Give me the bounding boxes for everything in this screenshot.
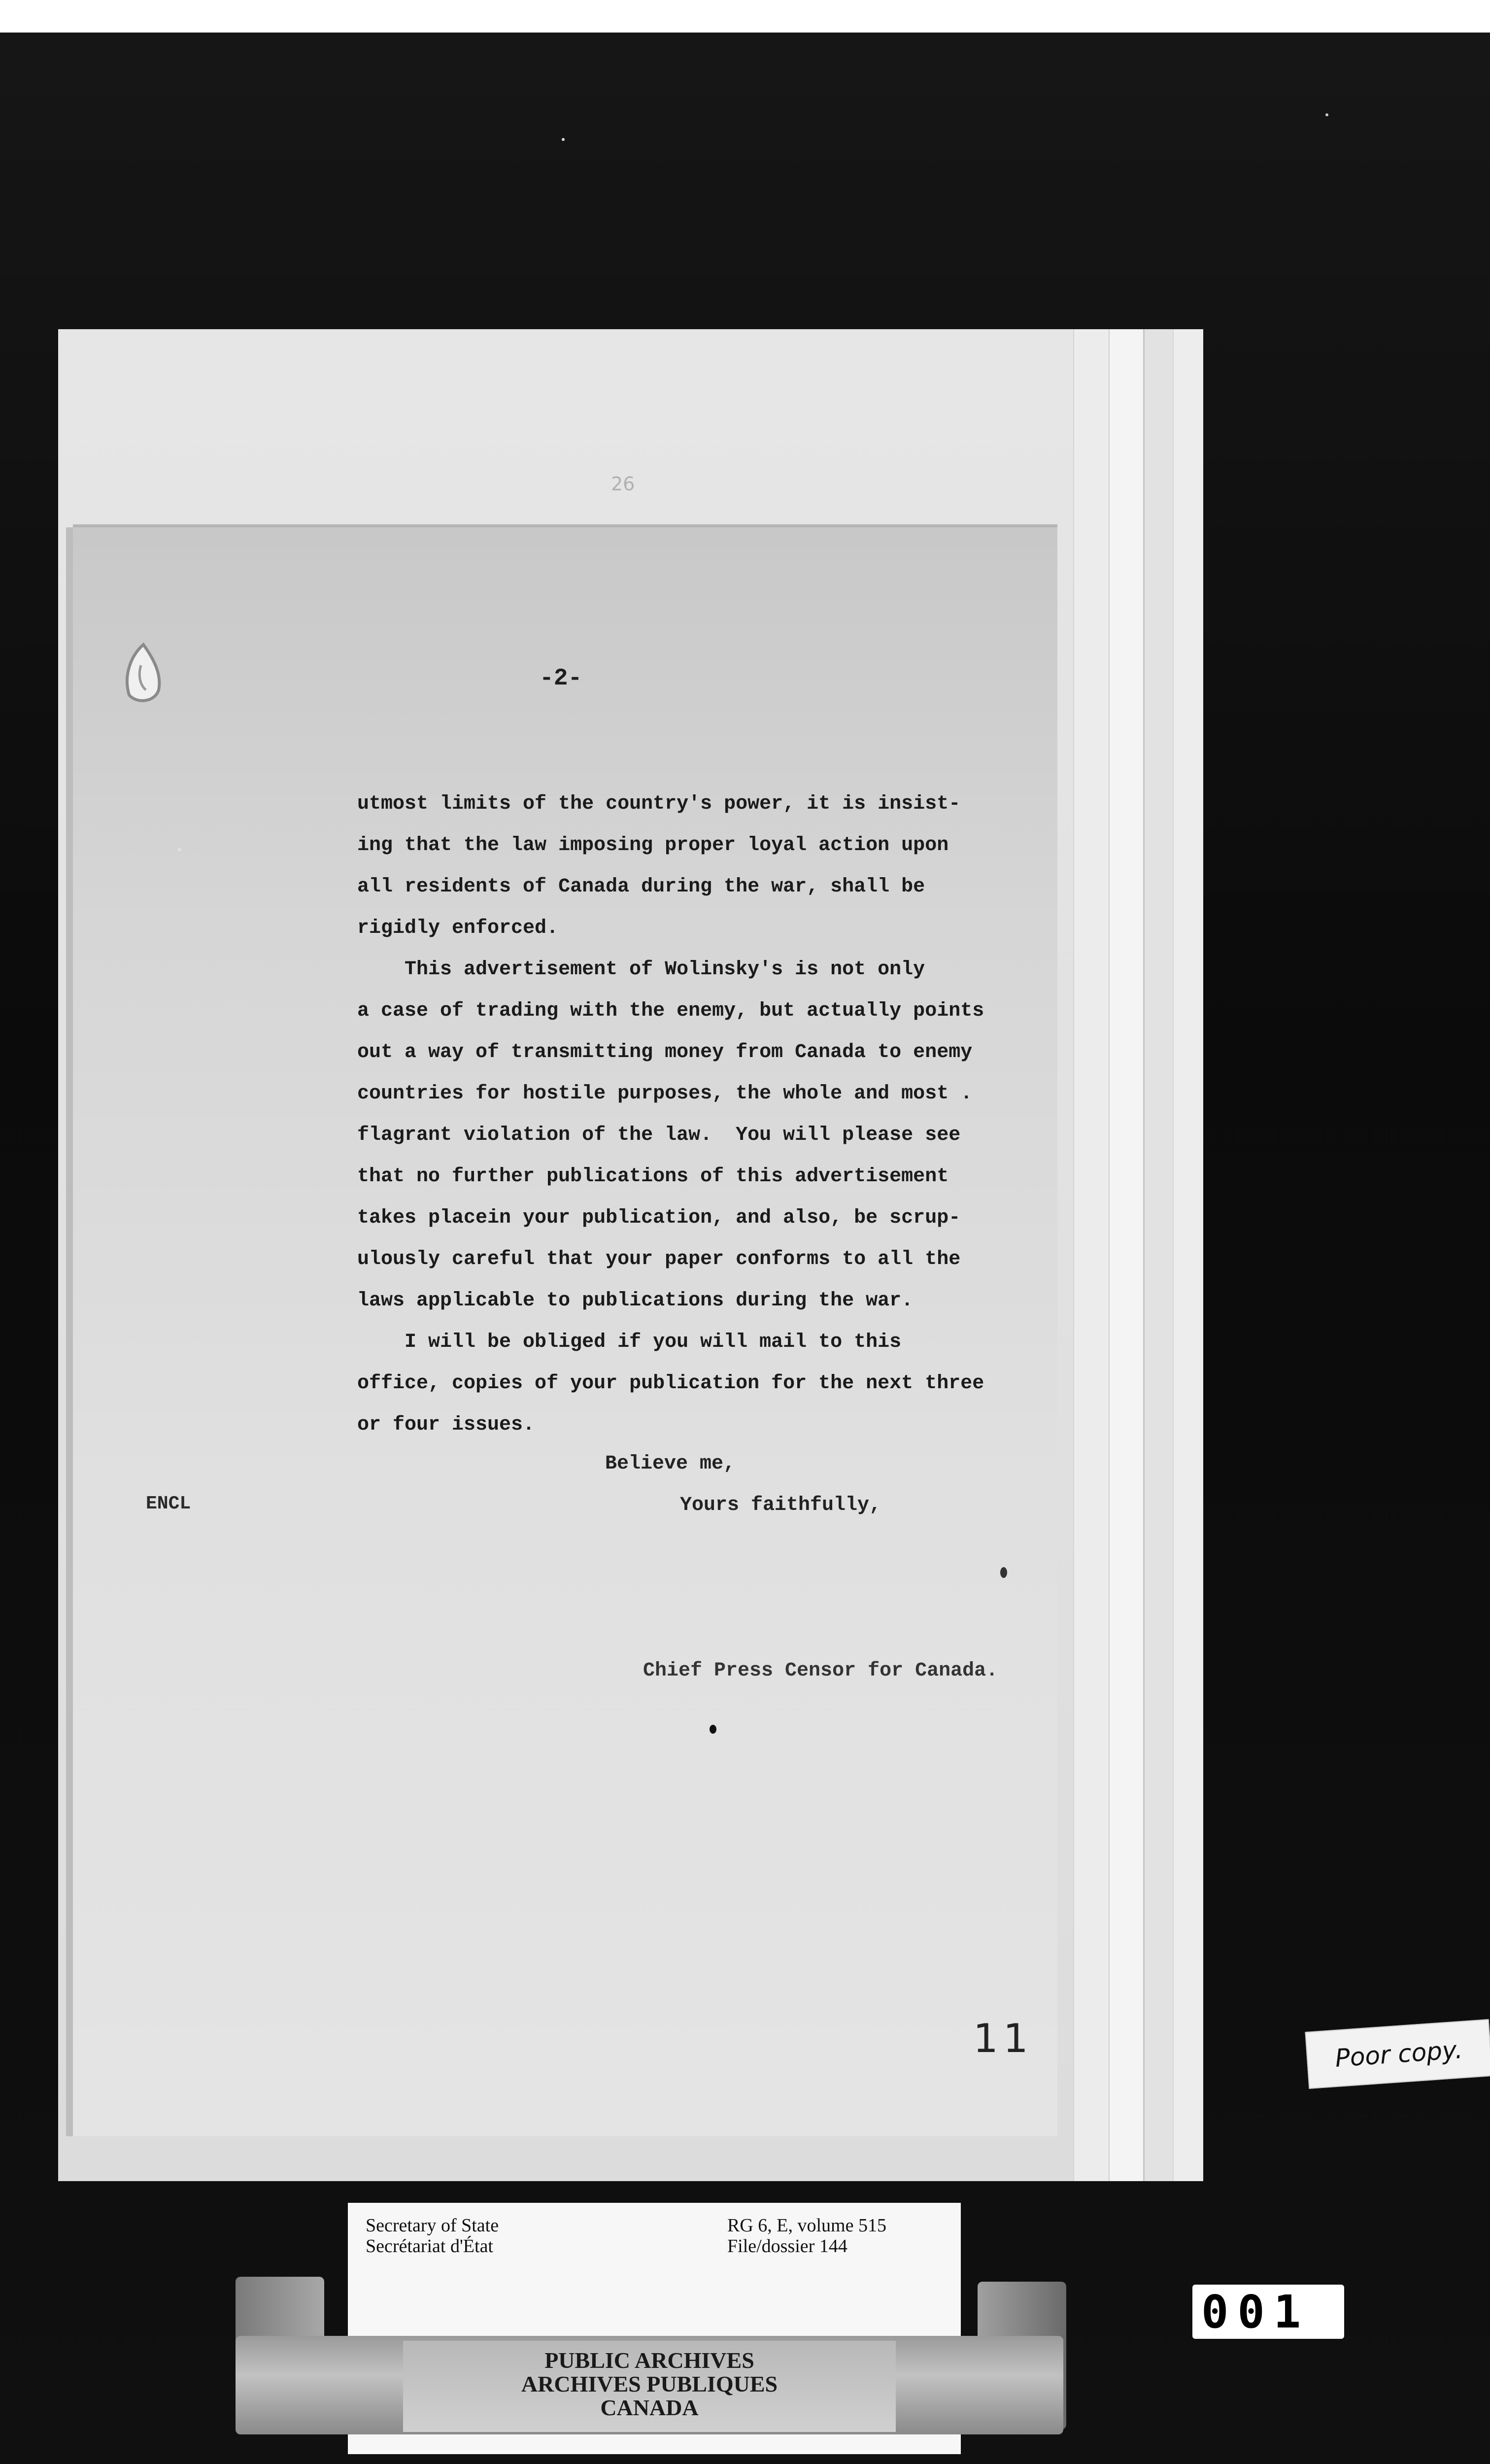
letter-body-line: a case of trading with the enemy, but actually points <box>357 1000 984 1022</box>
dust-speck <box>1000 1567 1007 1578</box>
archives-band-text <box>403 2349 896 2420</box>
scanner-top-border <box>0 0 1490 33</box>
label-department-fr: Secrétariat d'État <box>366 2236 493 2257</box>
pencil-annotation: 26 <box>611 473 635 495</box>
letter-body-line: all residents of Canada during the war, shall be <box>357 876 925 898</box>
letter-body-line: takes placein your publication, and also, be scrup- <box>357 1207 961 1229</box>
dust-speck <box>1325 113 1328 116</box>
archives-line-fr: ARCHIVES PUBLIQUES <box>521 2371 778 2396</box>
closing-believe-me: Believe me, <box>605 1453 736 1475</box>
label-department-en: Secretary of State <box>366 2215 499 2236</box>
letter-body-line: flagrant violation of the law. You will please see <box>357 1124 961 1146</box>
letter-body-line: I will be obliged if you will mail to this <box>357 1331 902 1353</box>
letter-body-line: ulously careful that your paper conforms to all the <box>357 1248 961 1270</box>
letter-body-line: office, copies of your publication for the next three <box>357 1372 984 1395</box>
dust-speck <box>562 138 565 141</box>
enclosure-note: ENCL <box>146 1493 191 1514</box>
page-number: -2- <box>540 665 582 692</box>
closing-yours-faithfully: Yours faithfully, <box>680 1494 881 1516</box>
letter-body-line: that no further publications of this advertisement <box>357 1165 949 1188</box>
sheet-edge <box>1143 329 1174 2181</box>
handwritten-number: 11 <box>973 2016 1033 2061</box>
letter-body <box>357 784 1022 1446</box>
archives-line-en: PUBLIC ARCHIVES <box>544 2348 754 2373</box>
archives-line-country: CANADA <box>600 2395 699 2420</box>
signature-title: Chief Press Censor for Canada. <box>643 1660 998 1682</box>
letter-body-line: rigidly enforced. <box>357 917 559 939</box>
frame-counter: 001 <box>1192 2285 1344 2339</box>
label-file-number: File/dossier 144 <box>727 2236 847 2257</box>
sheet-edge <box>1109 329 1144 2181</box>
letter-body-line: countries for hostile purposes, the whole and most . <box>357 1083 973 1105</box>
letter-body-line: or four issues. <box>357 1414 535 1436</box>
letter-body-line: out a way of transmitting money from Canada to enemy <box>357 1041 973 1063</box>
letter-body-line: utmost limits of the country's power, it is insist- <box>357 793 961 815</box>
thumbprint-mark <box>116 641 170 705</box>
label-record-group: RG 6, E, volume 515 <box>727 2215 886 2236</box>
letter-body-line: laws applicable to publications during the war. <box>357 1290 914 1312</box>
sheet-edge <box>1073 329 1110 2181</box>
letter-body-line: ing that the law imposing proper loyal action upon <box>357 834 949 856</box>
sheet-edge <box>1173 329 1203 2181</box>
dust-speck <box>710 1725 716 1734</box>
letter-body-line: This advertisement of Wolinsky's is not only <box>357 958 925 981</box>
dust-speck <box>177 848 181 852</box>
poor-copy-sticker: Poor copy. <box>1305 2019 1490 2089</box>
